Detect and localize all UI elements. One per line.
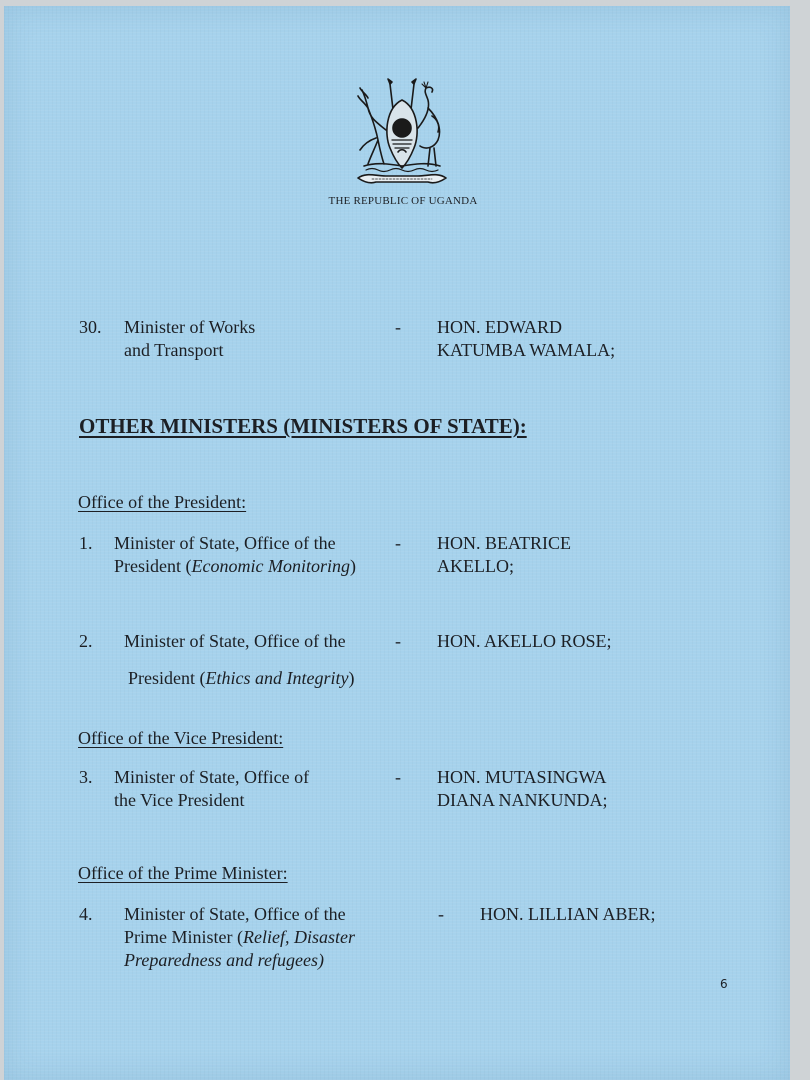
section-title: Office of the Prime Minister:: [78, 863, 288, 883]
holder-name: HON. BEATRICE: [437, 533, 571, 553]
holder-name: KATUMBA WAMALA;: [437, 340, 616, 360]
uganda-coat-of-arms-icon: [346, 78, 458, 194]
country-caption: THE REPUBLIC OF UGANDA: [328, 195, 478, 207]
section-title: Office of the President:: [78, 492, 247, 512]
entry-number: 30.: [79, 317, 102, 337]
role-line: Minister of State, Office of the: [124, 904, 346, 924]
role-line: Minister of State, Office of the: [124, 631, 346, 651]
section-title: Office of the Vice President:: [78, 728, 284, 748]
role-line: Minister of State, Office of the: [114, 533, 336, 553]
holder-name: HON. AKELLO ROSE;: [437, 631, 612, 651]
role-line: Minister of Works: [124, 317, 256, 337]
holder-name: HON. LILLIAN ABER;: [480, 904, 656, 924]
role-line: President (Ethics and Integrity): [128, 668, 355, 688]
dash: -: [395, 317, 401, 337]
holder-name: HON. EDWARD: [437, 317, 562, 337]
dash: -: [395, 533, 401, 553]
entry-number: 1.: [79, 533, 93, 553]
page-number: 6: [720, 977, 728, 991]
section-heading: OTHER MINISTERS (MINISTERS OF STATE):: [79, 414, 527, 438]
entry-number: 4.: [79, 904, 93, 924]
role-line: and Transport: [124, 340, 224, 360]
role-line: President (Economic Monitoring): [114, 556, 356, 576]
dash: -: [395, 631, 401, 651]
entry-number: 2.: [79, 631, 93, 651]
dash: -: [395, 767, 401, 787]
holder-name: DIANA NANKUNDA;: [437, 790, 608, 810]
role-line: Minister of State, Office of: [114, 767, 310, 787]
dash: -: [438, 904, 444, 924]
entry-number: 3.: [79, 767, 93, 787]
role-line: Preparedness and refugees): [124, 950, 324, 970]
role-line: Prime Minister (Relief, Disaster: [124, 927, 355, 947]
role-line: the Vice President: [114, 790, 245, 810]
holder-name: AKELLO;: [437, 556, 514, 576]
holder-name: HON. MUTASINGWA: [437, 767, 607, 787]
